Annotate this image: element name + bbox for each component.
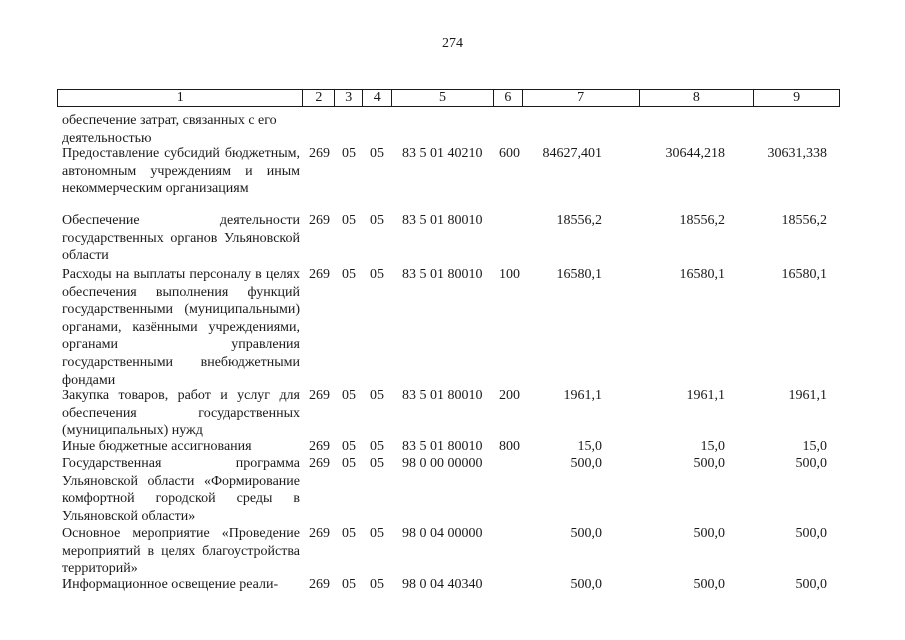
row-col-5: 83 5 01 80010 xyxy=(402,267,483,282)
row-col-8: 500,0 xyxy=(693,577,725,592)
row-description: Основное мероприятие «Проведение мероприятий в целях благоустройства территорий» xyxy=(62,526,300,577)
row-description: обеспечение затрат, связанных с его деятельностью xyxy=(62,113,277,146)
row-col-7: 18556,2 xyxy=(556,213,602,228)
header-col-8: 8 xyxy=(639,90,754,106)
row-col-5: 83 5 01 80010 xyxy=(402,388,483,403)
row-col-7: 500,0 xyxy=(570,526,602,541)
page-number: 274 xyxy=(442,36,463,51)
row-col-5: 83 5 01 80010 xyxy=(402,439,483,454)
header-col-5: 5 xyxy=(391,90,493,106)
row-col-3: 05 xyxy=(342,456,356,471)
row-col-3: 05 xyxy=(342,267,356,282)
header-col-6: 6 xyxy=(493,90,522,106)
row-col-2: 269 xyxy=(309,267,330,282)
row-description: Обеспечение деятельности государственных органов Ульяновской области xyxy=(62,213,300,264)
row-col-4: 05 xyxy=(370,526,384,541)
row-col-9: 1961,1 xyxy=(788,388,827,403)
row-col-5: 98 0 04 00000 xyxy=(402,526,483,541)
row-col-9: 500,0 xyxy=(795,456,827,471)
row-description: Расходы на выплаты персоналу в целях обеспечения выполнения функций государственными (муниципальными) органами, казёнными учреждениями, органами управления государственными внебюджетными фондами xyxy=(62,267,300,388)
row-col-2: 269 xyxy=(309,388,330,403)
row-col-5: 98 0 00 00000 xyxy=(402,456,483,471)
row-col-9: 500,0 xyxy=(795,526,827,541)
row-col-9: 15,0 xyxy=(802,439,827,454)
row-col-7: 15,0 xyxy=(577,439,602,454)
row-description: Государственная программа Ульяновской области «Формирование комфортной городской среды в Ульяновской области» xyxy=(62,456,300,524)
row-col-2: 269 xyxy=(309,213,330,228)
row-col-4: 05 xyxy=(370,439,384,454)
row-col-2: 269 xyxy=(309,439,330,454)
row-col-9: 30631,338 xyxy=(767,146,827,161)
row-col-8: 1961,1 xyxy=(686,388,725,403)
header-col-3: 3 xyxy=(334,90,362,106)
row-col-6: 800 xyxy=(499,439,520,454)
row-description: Информационное освещение реали- xyxy=(62,577,279,592)
row-col-9: 16580,1 xyxy=(781,267,827,282)
row-col-2: 269 xyxy=(309,146,330,161)
row-col-4: 05 xyxy=(370,267,384,282)
row-col-4: 05 xyxy=(370,388,384,403)
row-col-7: 84627,401 xyxy=(542,146,602,161)
row-col-7: 16580,1 xyxy=(556,267,602,282)
row-col-2: 269 xyxy=(309,456,330,471)
row-col-9: 500,0 xyxy=(795,577,827,592)
row-col-5: 98 0 04 40340 xyxy=(402,577,483,592)
row-col-3: 05 xyxy=(342,213,356,228)
row-col-8: 30644,218 xyxy=(665,146,725,161)
row-col-7: 1961,1 xyxy=(563,388,602,403)
row-col-2: 269 xyxy=(309,526,330,541)
row-col-3: 05 xyxy=(342,577,356,592)
row-col-8: 500,0 xyxy=(693,526,725,541)
row-col-6: 600 xyxy=(499,146,520,161)
row-col-4: 05 xyxy=(370,577,384,592)
row-col-7: 500,0 xyxy=(570,456,602,471)
row-col-9: 18556,2 xyxy=(781,213,827,228)
row-col-4: 05 xyxy=(370,146,384,161)
row-col-3: 05 xyxy=(342,146,356,161)
row-col-6: 200 xyxy=(499,388,520,403)
header-col-7: 7 xyxy=(522,90,639,106)
row-col-2: 269 xyxy=(309,577,330,592)
row-col-3: 05 xyxy=(342,526,356,541)
row-col-5: 83 5 01 80010 xyxy=(402,213,483,228)
row-col-4: 05 xyxy=(370,213,384,228)
header-col-9: 9 xyxy=(753,90,839,106)
header-col-4: 4 xyxy=(362,90,391,106)
row-description: Закупка товаров, работ и услуг для обеспечения государственных (муниципальных) нужд xyxy=(62,388,300,439)
header-col-2: 2 xyxy=(302,90,334,106)
row-col-5: 83 5 01 40210 xyxy=(402,146,483,161)
header-col-1: 1 xyxy=(176,90,184,105)
row-col-8: 16580,1 xyxy=(679,267,725,282)
row-col-8: 15,0 xyxy=(700,439,725,454)
row-description: Предоставление субсидий бюджетным, автономным учреждениям и иным некоммерческим организациям xyxy=(62,146,300,197)
table-header-row xyxy=(57,89,840,107)
row-col-8: 500,0 xyxy=(693,456,725,471)
row-col-6: 100 xyxy=(499,267,520,282)
row-col-3: 05 xyxy=(342,388,356,403)
row-col-4: 05 xyxy=(370,456,384,471)
row-col-7: 500,0 xyxy=(570,577,602,592)
row-description: Иные бюджетные ассигнования xyxy=(62,439,252,454)
row-col-8: 18556,2 xyxy=(679,213,725,228)
row-col-3: 05 xyxy=(342,439,356,454)
